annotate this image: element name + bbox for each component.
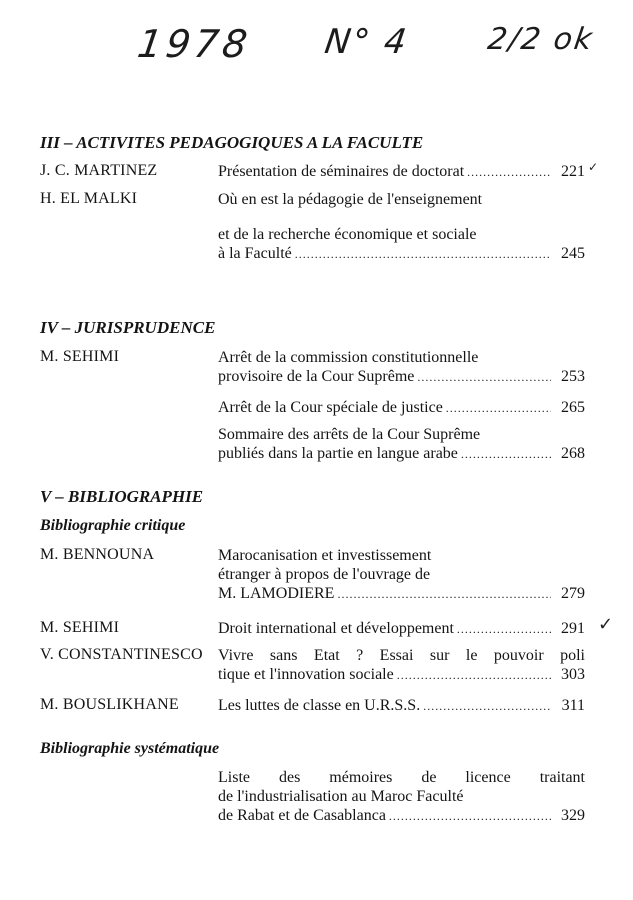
entry-el-malki-title — [218, 190, 585, 209]
leader-dots — [457, 620, 551, 639]
entry-text: Arrêt de la Cour spéciale de justice — [218, 399, 443, 416]
entry-text: Présentation de séminaires de doctorat — [218, 163, 465, 180]
entry-line-last — [218, 367, 585, 387]
page-number: 221 — [561, 163, 585, 180]
entry-text: Liste des mémoires de licence traitant — [218, 769, 585, 786]
page-number: 329 — [561, 807, 585, 824]
page-number: 279 — [561, 585, 585, 602]
entry-sommaire — [218, 425, 585, 464]
entry-text: Les luttes de classe en U.R.S.S. — [218, 697, 421, 714]
page-number: 253 — [561, 368, 585, 385]
entry-droit-international — [218, 619, 585, 639]
entry-line-last — [218, 244, 585, 264]
page-number: 291 — [561, 620, 585, 637]
handwritten-note: 2/2 ok — [485, 22, 597, 57]
section-title-activites: III – ACTIVITES PEDAGOGIQUES A LA FACULTE — [40, 133, 424, 152]
handwritten-year: 1978 — [134, 22, 254, 66]
entry-text: Droit international et développement — [218, 620, 454, 637]
page-number: 268 — [561, 445, 585, 462]
entry-text: M. LAMODIERE — [218, 585, 335, 602]
entry-line-last — [218, 806, 585, 826]
leader-dots — [337, 585, 551, 604]
check-mark-icon: ✓ — [598, 614, 614, 635]
author-martinez: J. C. MARTINEZ — [40, 162, 158, 179]
entry-cour-speciale — [218, 398, 585, 418]
check-mark-icon: ✓ — [588, 160, 599, 174]
leader-dots — [389, 807, 551, 826]
entry-line-last — [218, 444, 585, 464]
entry-line-last — [218, 398, 585, 418]
section-title-jurisprudence: IV – JURISPRUDENCE — [40, 318, 216, 337]
leader-dots — [446, 399, 551, 418]
entry-text: étranger à propos de l'ouvrage de — [218, 566, 431, 583]
handwritten-issue-number: N° 4 — [322, 22, 411, 62]
author-sehimi-jurisprudence: M. SEHIMI — [40, 348, 120, 365]
entry-text: provisoire de la Cour Suprême — [218, 368, 415, 385]
entry-text: Vivre sans Etat ? Essai sur le pouvoir poli — [218, 647, 585, 664]
entry-text: de l'industrialisation au Maroc Faculté — [218, 788, 464, 805]
entry-text: Où en est la pédagogie de l'enseignement — [218, 191, 483, 208]
entry-el-malki-continued — [218, 225, 585, 264]
page-number: 265 — [561, 399, 585, 416]
section-title-bibliographie: V – BIBLIOGRAPHIE — [40, 487, 204, 506]
leader-dots — [295, 245, 551, 264]
leader-dots — [417, 368, 551, 387]
entry-vivre-sans-etat — [218, 646, 585, 685]
author-sehimi-bibliographie: M. SEHIMI — [40, 619, 120, 636]
entry-text: publiés dans la partie en langue arabe — [218, 445, 458, 462]
author-el-malki: H. EL MALKI — [40, 190, 138, 207]
page-number: 245 — [561, 245, 585, 262]
entry-line-last — [218, 665, 585, 685]
entry-line-last — [218, 619, 585, 639]
page-number: 311 — [561, 697, 585, 714]
entry-text: à la Faculté — [218, 245, 292, 262]
subsection-title-systematique: Bibliographie systématique — [40, 740, 220, 757]
author-bennouna: M. BENNOUNA — [40, 546, 155, 563]
entry-text: Sommaire des arrêts de la Cour Suprême — [218, 426, 481, 443]
leader-dots — [461, 445, 551, 464]
entry-line-last — [218, 584, 585, 604]
author-bouslikhane: M. BOUSLIKHANE — [40, 696, 179, 713]
entry-marocanisation — [218, 546, 585, 604]
leader-dots — [423, 697, 551, 716]
subsection-title-critique: Bibliographie critique — [40, 517, 186, 534]
entry-text: de Rabat et de Casablanca — [218, 807, 386, 824]
entry-liste-memoires — [218, 768, 585, 826]
entry-commission — [218, 348, 585, 387]
entry-line-last — [218, 162, 585, 182]
entry-text: Arrêt de la commission constitutionnelle — [218, 349, 479, 366]
entry-line-last — [218, 696, 585, 716]
page-number: 303 — [561, 666, 585, 683]
author-constantinesco: V. CONSTANTINESCO — [40, 646, 203, 663]
entry-text: et de la recherche économique et sociale — [218, 226, 477, 243]
entry-text: tique et l'innovation sociale — [218, 666, 394, 683]
entry-luttes-de-classe — [218, 696, 585, 716]
entry-text: Marocanisation et investissement — [218, 547, 432, 564]
leader-dots — [397, 666, 551, 685]
entry-martinez — [218, 162, 585, 182]
leader-dots — [467, 163, 551, 182]
